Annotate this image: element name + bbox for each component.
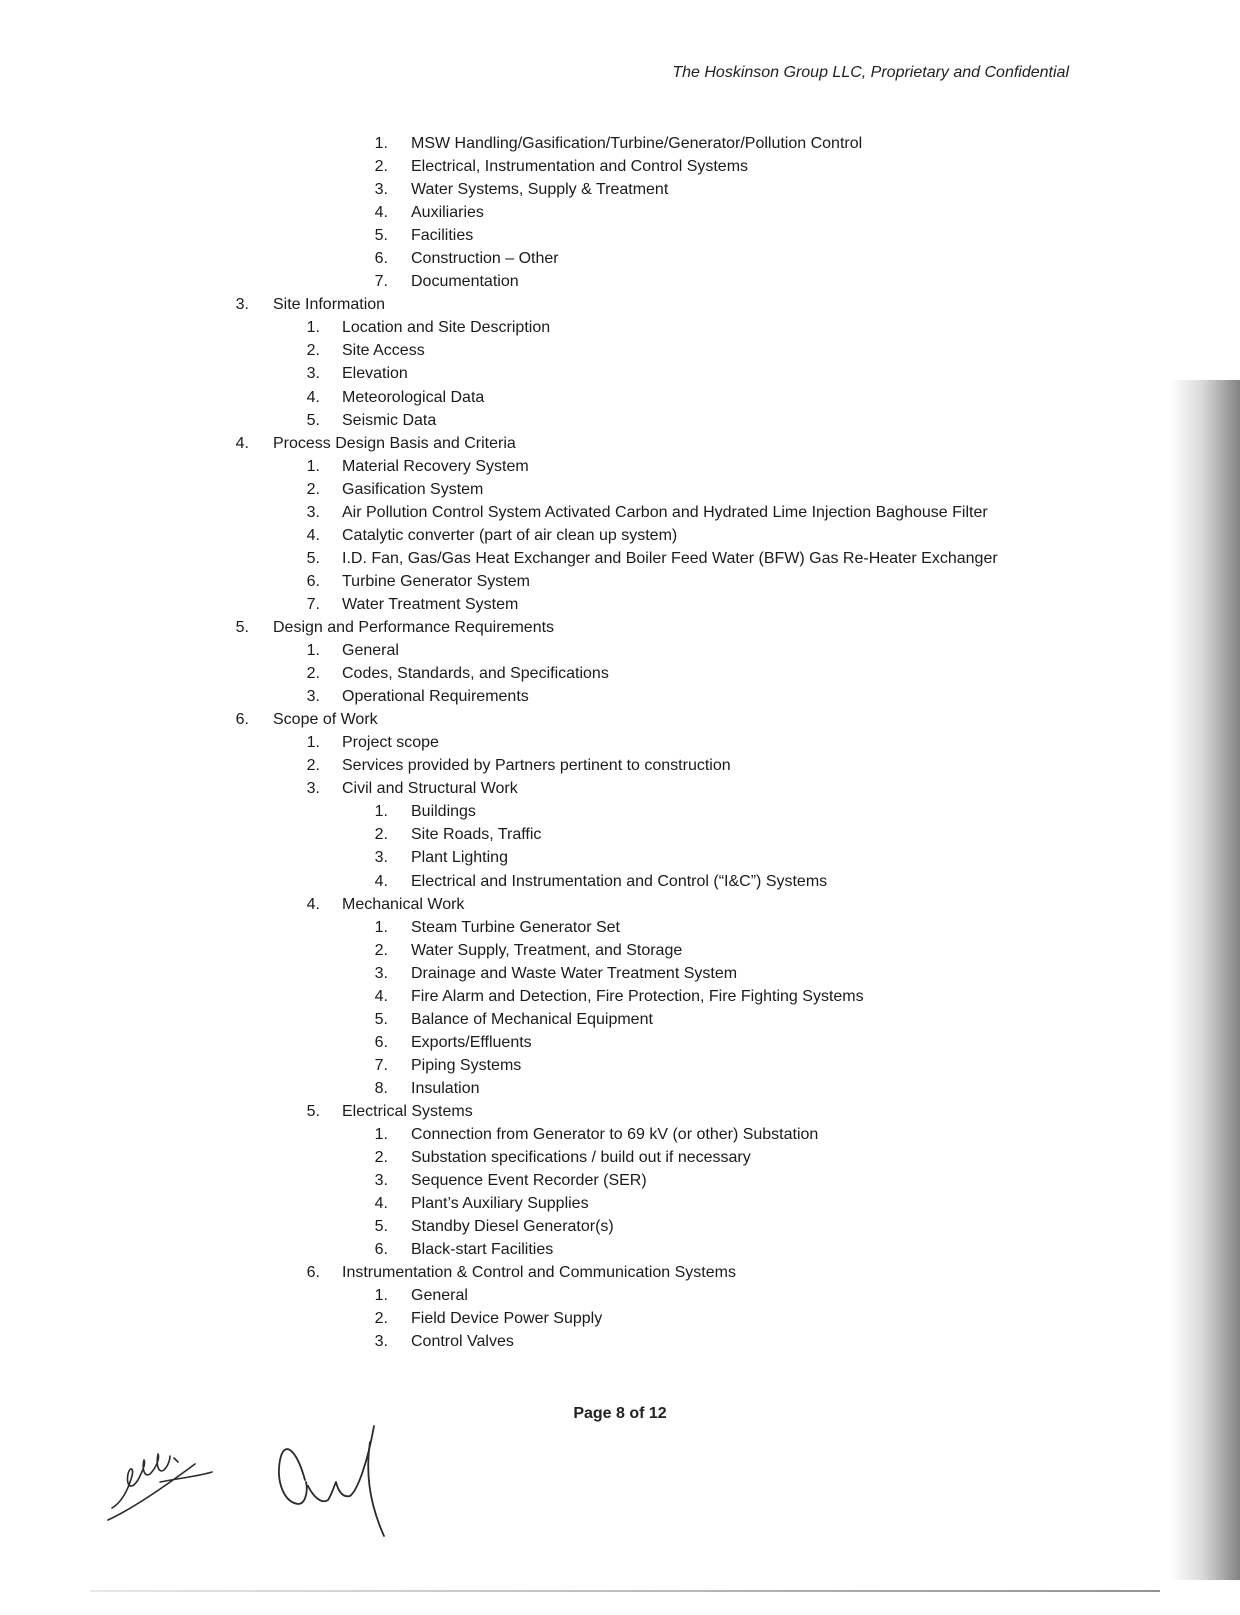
signature-1 [108, 1454, 212, 1520]
outline-item-number: 2. [306, 757, 320, 775]
outline-item-level-2 [0, 916, 1140, 939]
outline-item-text: Fire Alarm and Detection, Fire Protection, Fire Fighting Systems [411, 987, 864, 1005]
outline-item-number: 2. [306, 480, 320, 498]
outline-item-text: Elevation [342, 365, 408, 383]
outline-item-text: Construction – Other [411, 250, 559, 268]
outline-item-number: 4. [306, 388, 320, 406]
outline-item-level-2 [0, 1238, 1140, 1261]
outline-item-number: 1. [374, 135, 388, 152]
outline-item-level-1 [0, 524, 1140, 547]
outline-item-number: 3. [306, 780, 320, 798]
outline-item-text: Buildings [411, 803, 476, 821]
outline-item-number: 6. [306, 1264, 320, 1282]
outline-item-number: 1. [374, 803, 388, 821]
outline-item-level-2 [0, 939, 1140, 962]
outline-item-level-1 [0, 316, 1140, 339]
outline-item-text: Water Systems, Supply & Treatment [411, 181, 669, 199]
outline-item-number: 5. [306, 549, 320, 567]
outline-item-number: 5. [374, 227, 388, 245]
outline-item-level-2 [0, 1192, 1140, 1215]
outline-item-level-1 [0, 639, 1140, 662]
outline-item-text: Process Design Basis and Criteria [273, 434, 516, 452]
outline-item-text: Services provided by Partners pertinent to construction [342, 757, 731, 775]
outline-item-text: Air Pollution Control System Activated Carbon and Hydrated Lime Injection Baghouse Filter [342, 503, 988, 521]
outline-item-number: 4. [374, 1195, 388, 1213]
outline-item-text: Site Roads, Traffic [411, 826, 542, 844]
outline-item-level-2 [0, 178, 1140, 201]
outline-item-text: Facilities [411, 227, 474, 245]
outline-item-number: 3. [374, 964, 388, 982]
outline-item-level-2 [0, 247, 1140, 270]
scan-shadow-edge [1170, 380, 1240, 1580]
outline-item-level-0 [0, 616, 1140, 639]
outline-item-text: Steam Turbine Generator Set [411, 918, 620, 936]
outline-item-level-0 [0, 432, 1140, 455]
outline-item-text: Electrical Systems [342, 1102, 473, 1120]
outline-item-text: Substation specifications / build out if necessary [411, 1149, 751, 1167]
outline-item-text: MSW Handling/Gasification/Turbine/Generator/Pollution Control [411, 135, 863, 152]
outline-item-text: Electrical and Instrumentation and Control (“I&C”) Systems [411, 872, 828, 890]
outline-item-level-2 [0, 155, 1140, 178]
outline-item-level-1 [0, 662, 1140, 685]
page-number: Page 8 of 12 [573, 1405, 667, 1422]
outline-item-text: Documentation [411, 273, 519, 291]
outline-item-number: 6. [306, 572, 320, 590]
outline-item-number: 3. [306, 688, 320, 706]
outline-item-text: Water Supply, Treatment, and Storage [411, 941, 683, 959]
scan-bottom-edge [90, 1590, 1160, 1592]
outline-item-text: Scope of Work [273, 711, 378, 729]
outline-item-number: 2. [374, 941, 388, 959]
outline-item-level-1 [0, 731, 1140, 754]
outline-item-number: 1. [374, 918, 388, 936]
outline-item-text: Water Treatment System [342, 595, 519, 613]
outline-item-number: 7. [374, 1056, 388, 1074]
outline-item-level-0 [0, 708, 1140, 731]
outline-item-level-1 [0, 570, 1140, 593]
outline-item-number: 5. [306, 411, 320, 429]
outline-item-level-1 [0, 409, 1140, 432]
outline-item-level-2 [0, 270, 1140, 293]
outline-item-text: Drainage and Waste Water Treatment System [411, 964, 738, 982]
outline-item-level-2 [0, 1123, 1140, 1146]
outline-item-level-2 [0, 1031, 1140, 1054]
outline-item-level-2 [0, 870, 1140, 893]
outline-item-number: 3. [235, 296, 249, 314]
outline-item-number: 3. [306, 503, 320, 521]
outline-item-number: 6. [374, 1241, 388, 1259]
outline-item-text: Plant’s Auxiliary Supplies [411, 1195, 589, 1213]
outline-item-text: Turbine Generator System [342, 572, 530, 590]
outline-item-number: 2. [374, 826, 388, 844]
outline-item-number: 5. [235, 618, 249, 636]
outline-item-level-1 [0, 685, 1140, 708]
outline-item-text: Plant Lighting [411, 849, 508, 867]
outline-item-level-1 [0, 593, 1140, 616]
outline-item-text: Material Recovery System [342, 457, 529, 475]
outline-item-level-2 [0, 1284, 1140, 1307]
outline-item-text: Project scope [342, 734, 439, 752]
outline-item-number: 4. [306, 895, 320, 913]
outline-item-number: 2. [374, 1149, 388, 1167]
outline-item-text: Exports/Effluents [411, 1033, 532, 1051]
outline-item-level-0 [0, 293, 1140, 316]
outline-item-number: 8. [374, 1079, 388, 1097]
outline-item-text: I.D. Fan, Gas/Gas Heat Exchanger and Boiler Feed Water (BFW) Gas Re-Heater Exchanger [342, 549, 998, 567]
outline-item-number: 1. [306, 319, 320, 337]
outline-item-level-2 [0, 962, 1140, 985]
outline-item-number: 3. [306, 365, 320, 383]
outline-item-level-1 [0, 478, 1140, 501]
outline-item-level-1 [0, 386, 1140, 409]
outline-item-text: Civil and Structural Work [342, 780, 518, 798]
outline-item-level-2 [0, 846, 1140, 869]
outline-item-level-1 [0, 777, 1140, 800]
outline-item-text: Meteorological Data [342, 388, 485, 406]
outline-item-level-1 [0, 1261, 1140, 1284]
outline-item-level-2 [0, 1008, 1140, 1031]
outline-item-number: 3. [374, 849, 388, 867]
outline-item-number: 6. [374, 250, 388, 268]
outline-item-level-2 [0, 823, 1140, 846]
outline-item-number: 1. [374, 1126, 388, 1144]
outline-item-number: 4. [306, 526, 320, 544]
outline-item-text: Operational Requirements [342, 688, 529, 706]
outline-item-text: Site Information [273, 296, 386, 314]
outline-item-number: 5. [374, 1218, 388, 1236]
outline-item-level-1 [0, 754, 1140, 777]
outline-item-level-2 [0, 1169, 1140, 1192]
outline-item-level-2 [0, 1146, 1140, 1169]
outline-item-level-1 [0, 547, 1140, 570]
outline-item-text: Insulation [411, 1079, 480, 1097]
outline-item-number: 2. [374, 1310, 388, 1328]
outline-item-level-2 [0, 1307, 1140, 1330]
outline-item-level-1 [0, 501, 1140, 524]
outline-item-level-2 [0, 1077, 1140, 1100]
outline-item-text: Seismic Data [342, 411, 437, 429]
outline-item-level-2 [0, 201, 1140, 224]
outline-item-text: Standby Diesel Generator(s) [411, 1218, 614, 1236]
outline-item-level-2 [0, 1215, 1140, 1238]
outline-item-level-1 [0, 1100, 1140, 1123]
outline-item-text: Control Valves [411, 1333, 514, 1351]
outline-item-text: Design and Performance Requirements [273, 618, 555, 636]
outline-item-text: Field Device Power Supply [411, 1310, 603, 1328]
outline-item-number: 1. [306, 734, 320, 752]
outline-item-level-2 [0, 800, 1140, 823]
outline-item-text: Piping Systems [411, 1056, 522, 1074]
outline-item-text: General [411, 1287, 468, 1305]
outline-item-number: 4. [235, 434, 249, 452]
outline-item-level-2 [0, 985, 1140, 1008]
outline-item-level-2 [0, 224, 1140, 247]
outline-item-number: 5. [374, 1010, 388, 1028]
outline-item-number: 4. [374, 872, 388, 890]
outline-item-number: 1. [306, 457, 320, 475]
outline-item-number: 2. [374, 158, 388, 176]
outline-item-text: Gasification System [342, 480, 484, 498]
outline-item-level-1 [0, 893, 1140, 916]
outline-item-level-2 [0, 1330, 1140, 1353]
outline-item-level-1 [0, 455, 1140, 478]
outline-item-text: Electrical, Instrumentation and Control Systems [411, 158, 749, 176]
outline-item-number: 3. [374, 181, 388, 199]
outline-item-text: Auxiliaries [411, 204, 484, 222]
outline-item-level-1 [0, 362, 1140, 385]
outline-item-text: Site Access [342, 342, 425, 360]
outline-item-level-1 [0, 339, 1140, 362]
outline-item-text: Balance of Mechanical Equipment [411, 1010, 653, 1028]
signatures [100, 1420, 460, 1570]
outline-item-text: Sequence Event Recorder (SER) [411, 1172, 647, 1190]
confidentiality-header: The Hoskinson Group LLC, Proprietary and Confidential [672, 64, 1069, 81]
outline-item-text: Black-start Facilities [411, 1241, 554, 1259]
outline-item-number: 2. [306, 665, 320, 683]
outline-item-number: 7. [306, 595, 320, 613]
outline-item-text: Catalytic converter (part of air clean up system) [342, 526, 678, 544]
outline-item-number: 4. [374, 987, 388, 1005]
outline-item-number: 5. [306, 1102, 320, 1120]
outline-item-text: Mechanical Work [342, 895, 465, 913]
outline-item-text: Location and Site Description [342, 319, 551, 337]
table-of-contents-outline [0, 132, 1140, 1353]
outline-item-number: 6. [374, 1033, 388, 1051]
outline-item-number: 3. [374, 1333, 388, 1351]
outline-item-number: 1. [306, 642, 320, 660]
outline-item-number: 3. [374, 1172, 388, 1190]
outline-item-number: 2. [306, 342, 320, 360]
outline-item-number: 1. [374, 1287, 388, 1305]
outline-item-text: Connection from Generator to 69 kV (or other) Substation [411, 1126, 819, 1144]
outline-item-level-2 [0, 132, 1140, 155]
outline-item-text: General [342, 642, 399, 660]
outline-item-level-2 [0, 1054, 1140, 1077]
outline-item-number: 4. [374, 204, 388, 222]
outline-item-text: Codes, Standards, and Specifications [342, 665, 609, 683]
outline-item-number: 7. [374, 273, 388, 291]
outline-item-text: Instrumentation & Control and Communication Systems [342, 1264, 736, 1282]
outline-item-number: 6. [235, 711, 249, 729]
signature-2 [279, 1426, 384, 1536]
